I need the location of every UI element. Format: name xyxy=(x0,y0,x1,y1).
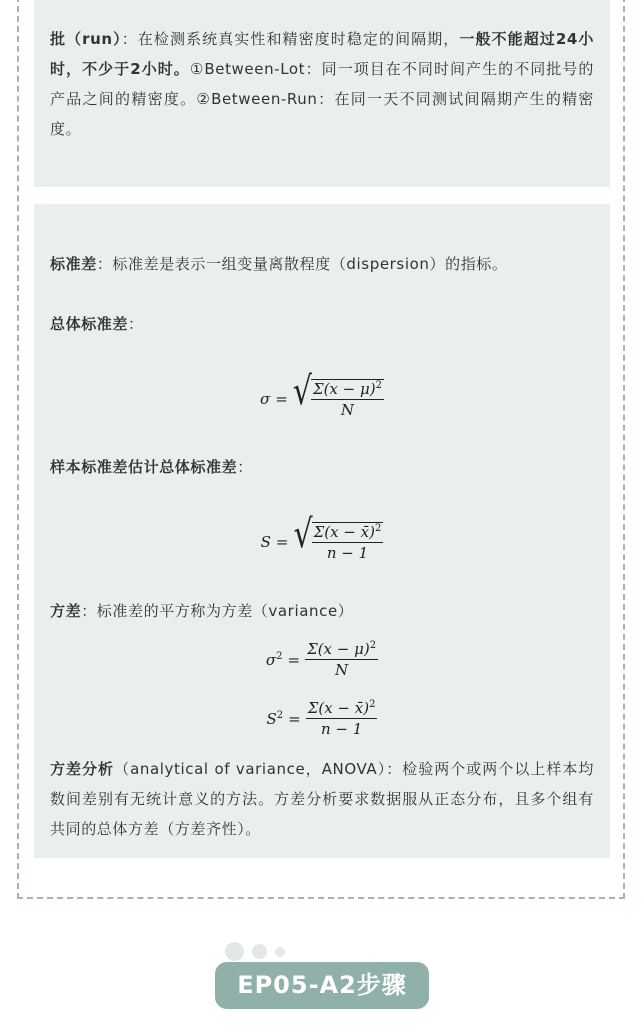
sd-definition: 标准差：标准差是表示一组变量离散程度（dispersion）的指标。 xyxy=(50,255,508,273)
card-statistics xyxy=(34,204,610,858)
dot-small xyxy=(275,947,285,957)
decorative-dots xyxy=(225,942,285,961)
card-run-definition xyxy=(34,0,610,187)
run-paragraph: 批（run）：在检测系统真实性和精密度时稳定的间隔期，一般不能超过24小时，不少于2小时。①Between-Lot：同一项目在不同时间产生的不同批号的产品之间的精密度。②Between-Run：在同一天不同测试间隔期产生的精密度。 xyxy=(50,30,595,138)
section-badge: EP05-A2步骤 xyxy=(215,962,429,1009)
dot-large xyxy=(225,942,244,961)
run-limit-bold: 一般不能超过24小时，不少于2小时。 xyxy=(50,30,595,78)
formula-population-variance: $\sigma^2$ = $\frac{\Sigma(x - \mu)^2}{N}$ xyxy=(265,640,377,679)
formula-sample-sd: S = √ $\frac{\Sigma(x - x̄)^2}{n - 1}$ xyxy=(260,512,382,562)
dot-medium xyxy=(252,944,267,959)
variance-definition: 方差：标准差的平方称为方差（variance） xyxy=(50,602,354,620)
sample-sd-heading: 样本标准差估计总体标准差： xyxy=(50,458,253,476)
run-term: 批（run） xyxy=(50,30,122,48)
formula-population-sd: σ = √ $\frac{\Sigma(x - \mu)^2}{N}$ xyxy=(260,369,382,419)
pop-sd-heading: 总体标准差： xyxy=(50,315,144,333)
formula-sample-variance: $S^2$ = $\frac{\Sigma(x - x̄)^2}{n - 1}$ xyxy=(266,699,376,738)
anova-paragraph: 方差分析（analytical of variance，ANOVA）：检验两个或两个以上样本均数间差别有无统计意义的方法。方差分析要求数据服从正态分布，且多个组有共同的总体方差（方差齐性）。 xyxy=(50,760,594,838)
